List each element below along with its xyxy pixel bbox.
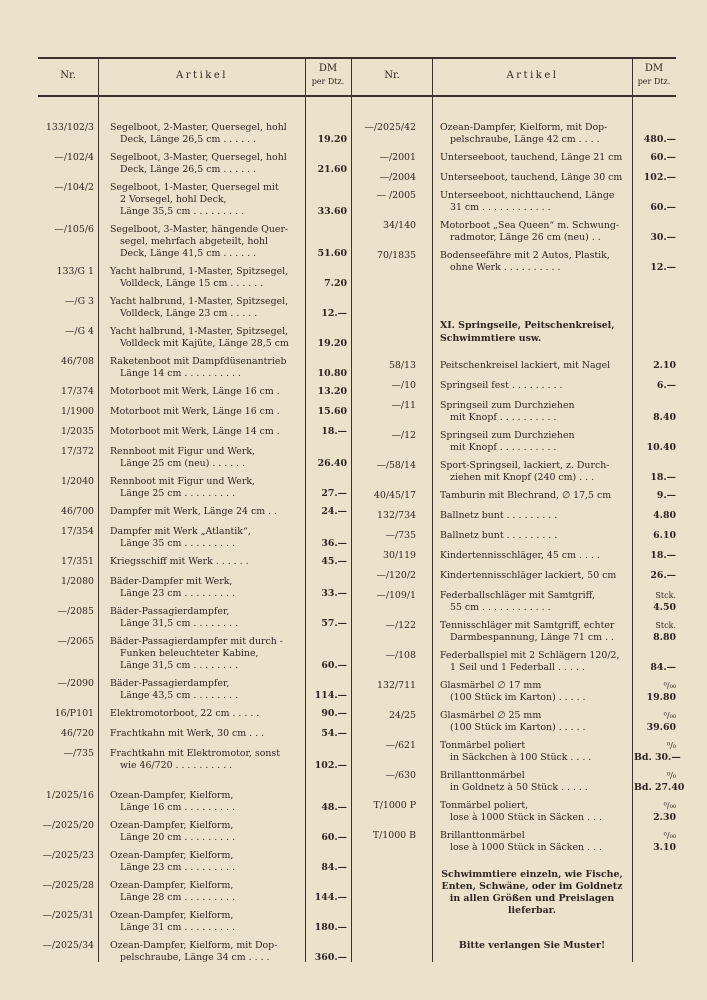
- item-description: [440, 620, 628, 644]
- item-price: 12.—: [321, 308, 347, 319]
- item-price: 9.—: [656, 490, 676, 501]
- item-description-line: Segelboot, 3-Master, hängende Quer-: [110, 224, 289, 235]
- item-description: [440, 680, 628, 704]
- item-price: 19.80: [646, 692, 676, 703]
- item-number: 1/2040: [61, 476, 94, 487]
- item-description-line: Ozean-Dampfer, Kielform, mit Dop-: [110, 940, 278, 951]
- item-description-line: (100 Stück im Karton) . . . . .: [450, 692, 586, 703]
- item-price: 114.—: [314, 690, 347, 701]
- section-heading-line2: Schwimmtiere usw.: [440, 333, 542, 344]
- item-description-line: Länge 14 cm . . . . . . . . . .: [120, 368, 242, 379]
- item-description: [440, 570, 628, 582]
- item-price: 144.—: [314, 892, 347, 903]
- item-description-line: Rennboot mit Figur und Werk,: [110, 446, 255, 457]
- item-description-line: Motorboot mit Werk, Länge 16 cm .: [110, 386, 280, 397]
- item-price: 15.60: [317, 406, 347, 417]
- item-number: 133/102/3: [45, 122, 94, 133]
- item-description-line: Frachtkahn mit Werk, 30 cm . . .: [110, 728, 265, 739]
- item-description-line: Springseil fest . . . . . . . . .: [440, 380, 563, 391]
- item-description-line: Volldeck, Länge 23 cm . . . . .: [120, 308, 258, 319]
- item-description-line: Elektromotorboot, 22 cm . . . . .: [110, 708, 260, 719]
- item-number: 34/140: [383, 220, 416, 231]
- item-description-line: Länge 31 cm . . . . . . . . .: [120, 922, 236, 933]
- rule-top: [38, 57, 676, 59]
- item-description-line: Glasmärbel ∅ 17 mm: [440, 680, 542, 691]
- item-description-line: Motorboot „Sea Queen“ m. Schwung-: [440, 220, 620, 231]
- item-price: 3.10: [653, 842, 676, 853]
- item-description-line: Federballspiel mit 2 Schlägern 120/2,: [440, 650, 620, 661]
- item-price: 60.—: [650, 202, 676, 213]
- item-price: 33.—: [321, 588, 347, 599]
- item-description-line: Segelboot, 3-Master, Quersegel, hohl: [110, 152, 287, 163]
- item-number: 30/119: [383, 550, 416, 561]
- item-description-line: Dampfer mit Werk „Atlantik“,: [110, 526, 251, 537]
- item-description: [110, 326, 300, 350]
- rule-v-nr-left: [98, 57, 99, 962]
- item-price: 12.—: [650, 262, 676, 273]
- item-number: —/2001: [379, 152, 416, 163]
- item-description-line: Raketenboot mit Dampfdüsenantrieb: [110, 356, 287, 367]
- item-price: 54.—: [321, 728, 347, 739]
- item-unit: ⁰/₀₀: [663, 801, 676, 810]
- item-number: 1/2080: [61, 576, 94, 587]
- item-price: 4.80: [653, 510, 676, 521]
- footer-note: Bitte verlangen Sie Muster!: [458, 940, 606, 951]
- item-description: [440, 460, 628, 484]
- item-number: —/621: [385, 740, 416, 751]
- item-description-line: Yacht halbrund, 1-Master, Spitzsegel,: [110, 266, 289, 277]
- item-description-line: Länge 35 cm . . . . . . . . .: [120, 538, 236, 549]
- item-description: [440, 650, 628, 674]
- item-description-line: Länge 35,5 cm . . . . . . . . .: [120, 206, 245, 217]
- item-description-line: 2 Vorsegel, hohl Deck,: [120, 194, 227, 205]
- item-description: [440, 380, 628, 392]
- item-description-line: Bäder-Passagierdampfer mit durch -: [110, 636, 283, 647]
- item-description: [110, 476, 300, 500]
- item-description: [440, 740, 628, 764]
- item-number: —/2025/28: [42, 880, 94, 891]
- item-description-line: Deck, Länge 41,5 cm . . . . . .: [120, 248, 257, 259]
- item-description: [440, 190, 628, 214]
- item-price: 8.80: [653, 632, 676, 643]
- item-description: [440, 400, 628, 424]
- item-description-line: mit Knopf . . . . . . . . . .: [450, 412, 557, 423]
- item-description: [440, 530, 628, 542]
- item-description-line: Ozean-Dampfer, Kielform,: [110, 850, 234, 861]
- item-description-line: pelschraube, Länge 42 cm . . . .: [450, 134, 600, 145]
- item-description-line: Brillanttonmärbel: [440, 770, 525, 781]
- availability-note: lieferbar.: [508, 905, 556, 916]
- availability-note: Enten, Schwäne, oder im Goldnetz: [441, 881, 623, 892]
- item-description-line: Yacht halbrund, 1-Master, Spitzsegel,: [110, 326, 289, 337]
- item-description-line: Federballschläger mit Samtgriff,: [440, 590, 595, 601]
- item-number: 1/2035: [61, 426, 94, 437]
- item-description-line: Deck, Länge 26,5 cm . . . . . .: [120, 134, 257, 145]
- item-price: 102.—: [314, 760, 347, 771]
- item-price: 480.—: [643, 134, 676, 145]
- item-description-line: Bäder-Dampfer mit Werk,: [110, 576, 233, 587]
- item-description: [110, 850, 300, 874]
- item-number: —/2025/42: [364, 122, 416, 133]
- item-description: [110, 748, 300, 772]
- item-number: —/104/2: [54, 182, 94, 193]
- item-description-line: Ballnetz bunt . . . . . . . . .: [440, 510, 558, 521]
- item-unit: ⁰/₀: [666, 771, 676, 780]
- item-description: [110, 636, 300, 672]
- item-description-line: radmotor, Länge 26 cm (neu) . .: [450, 232, 601, 243]
- item-description: [440, 590, 628, 614]
- item-price: 18.—: [321, 426, 347, 437]
- item-price: 27.—: [321, 488, 347, 499]
- item-description-line: 31 cm . . . . . . . . . . . .: [450, 202, 551, 213]
- item-number: 24/25: [388, 710, 416, 721]
- item-description-line: Länge 25 cm (neu) . . . . . .: [120, 458, 246, 469]
- item-description: [110, 224, 300, 260]
- item-description-line: Motorboot mit Werk, Länge 14 cm .: [110, 426, 280, 437]
- item-number: —/105/6: [54, 224, 94, 235]
- item-number: T/1000 P: [373, 800, 416, 811]
- item-description: [110, 182, 300, 218]
- item-description-line: in Säckchen à 100 Stück . . . .: [450, 752, 592, 763]
- item-description-line: ziehen mit Knopf (240 cm) . . .: [450, 472, 595, 483]
- item-description-line: Kindertennisschläger, 45 cm . . . .: [440, 550, 600, 561]
- item-description-line: Tennisschläger mit Samtgriff, echter: [440, 620, 615, 631]
- item-price: 180.—: [314, 922, 347, 933]
- item-description: [110, 556, 300, 568]
- item-description: [110, 820, 300, 844]
- availability-note: in allen Größen und Preislagen: [449, 893, 615, 904]
- item-description-line: Brillanttonmärbel: [440, 830, 525, 841]
- item-description: [440, 800, 628, 824]
- item-description-line: Bodenseefähre mit 2 Autos, Plastik,: [440, 250, 610, 261]
- item-number: 133/G 1: [56, 266, 94, 277]
- item-price: 21.60: [317, 164, 347, 175]
- item-description: [110, 122, 300, 146]
- item-number: T/1000 B: [372, 830, 416, 841]
- item-number: —/2004: [379, 172, 416, 183]
- item-description-line: Ozean-Dampfer, Kielform, mit Dop-: [440, 122, 608, 133]
- item-number: 132/711: [377, 680, 416, 691]
- item-number: 16/P101: [54, 708, 94, 719]
- item-description-line: Länge 23 cm . . . . . . . . .: [120, 862, 236, 873]
- item-description-line: Volldeck mit Kajüte, Länge 28,5 cm: [120, 338, 289, 349]
- item-description: [440, 510, 628, 522]
- item-description: [110, 356, 300, 380]
- item-number: —/G 3: [65, 296, 94, 307]
- item-number: 46/720: [61, 728, 94, 739]
- item-description-line: Unterseeboot, tauchend, Länge 21 cm: [440, 152, 623, 163]
- item-description-line: Frachtkahn mit Elektromotor, sonst: [110, 748, 280, 759]
- item-description-line: Länge 23 cm . . . . . . . . .: [120, 588, 236, 599]
- item-number: —/2065: [57, 636, 94, 647]
- item-description-line: Länge 16 cm . . . . . . . . .: [120, 802, 236, 813]
- item-description: [440, 430, 628, 454]
- item-description: [440, 220, 628, 244]
- item-number: 17/372: [61, 446, 94, 457]
- item-description-line: Motorboot mit Werk, Länge 16 cm .: [110, 406, 280, 417]
- item-price: 18.—: [650, 472, 676, 483]
- item-description-line: Länge 25 cm . . . . . . . . .: [120, 488, 236, 499]
- item-description: [440, 360, 628, 372]
- item-unit: ⁰/₀: [666, 741, 676, 750]
- item-description-line: Unterseeboot, nichttauchend, Länge: [440, 190, 615, 201]
- header-nr-left: Nr.: [60, 70, 76, 81]
- item-description-line: Bäder-Passagierdampfer,: [110, 606, 230, 617]
- item-description-line: Segelboot, 1-Master, Quersegel mit: [110, 182, 279, 193]
- item-unit: Stck.: [655, 621, 676, 630]
- item-number: —/2025/20: [42, 820, 94, 831]
- item-description-line: Tonmärbel poliert,: [440, 800, 529, 811]
- item-unit: ⁰/₀₀: [663, 831, 676, 840]
- section-heading: XI. Springseile, Peitschenkreisel,: [440, 320, 615, 331]
- item-price: 18.—: [650, 550, 676, 561]
- item-price: 19.20: [317, 338, 347, 349]
- item-description-line: Ozean-Dampfer, Kielform,: [110, 820, 234, 831]
- item-price: 2.30: [653, 812, 676, 823]
- item-description-line: segel, mehrfach abgeteilt, hohl: [120, 236, 269, 247]
- item-price: 84.—: [650, 662, 676, 673]
- item-description: [110, 880, 300, 904]
- item-number: —/120/2: [376, 570, 416, 581]
- item-description-line: Sport-Springseil, lackiert, z. Durch-: [440, 460, 610, 471]
- item-description-line: wie 46/720 . . . . . . . . . .: [120, 760, 233, 771]
- item-number: —/109/1: [376, 590, 416, 601]
- item-number: —/10: [391, 380, 416, 391]
- item-description: [110, 576, 300, 600]
- item-description: [110, 406, 300, 418]
- item-description: [110, 910, 300, 934]
- item-description-line: Tonmärbel poliert: [440, 740, 526, 751]
- item-number: —/735: [63, 748, 94, 759]
- item-number: —/2090: [57, 678, 94, 689]
- item-price: 30.—: [650, 232, 676, 243]
- item-description-line: (100 Stück im Karton) . . . . .: [450, 722, 586, 733]
- item-number: —/2085: [57, 606, 94, 617]
- item-price: 26.40: [317, 458, 347, 469]
- item-number: —/630: [385, 770, 416, 781]
- item-price: Bd. 30.—: [634, 752, 681, 763]
- item-description: [110, 728, 300, 740]
- item-price: 84.—: [321, 862, 347, 873]
- item-description-line: pelschraube, Länge 34 cm . . . .: [120, 952, 270, 963]
- item-price: 19.20: [317, 134, 347, 145]
- header-nr-right: Nr.: [384, 70, 400, 81]
- item-number: —/2025/23: [42, 850, 94, 861]
- item-unit: ⁰/₀₀: [663, 681, 676, 690]
- item-price: 24.—: [321, 506, 347, 517]
- item-price: 10.80: [317, 368, 347, 379]
- item-description: [110, 386, 300, 398]
- item-number: —/102/4: [54, 152, 94, 163]
- item-price: 10.40: [646, 442, 676, 453]
- item-unit: ⁰/₀₀: [663, 711, 676, 720]
- item-price: 6.10: [653, 530, 676, 541]
- item-price: 7.20: [324, 278, 347, 289]
- item-number: 1/2025/16: [45, 790, 94, 801]
- item-description-line: lose à 1000 Stück in Säcken . . .: [450, 812, 602, 823]
- item-description: [110, 678, 300, 702]
- item-price: 4.50: [653, 602, 676, 613]
- item-description-line: Glasmärbel ∅ 25 mm: [440, 710, 542, 721]
- item-description-line: Deck, Länge 26,5 cm . . . . . .: [120, 164, 257, 175]
- header-artikel-left: Artikel: [176, 70, 228, 81]
- header-dm-right: DM: [644, 63, 664, 74]
- item-number: 17/374: [61, 386, 94, 397]
- availability-note: Schwimmtiere einzeln, wie Fische,: [441, 869, 623, 880]
- item-description-line: Springseil zum Durchziehen: [440, 430, 575, 441]
- item-description-line: Peitschenkreisel lackiert, mit Nagel: [440, 360, 611, 371]
- item-price: 45.—: [321, 556, 347, 567]
- item-description-line: Springseil zum Durchziehen: [440, 400, 575, 411]
- item-number: 17/354: [61, 526, 94, 537]
- item-description: [440, 550, 628, 562]
- item-price: 51.60: [317, 248, 347, 259]
- item-description: [110, 506, 300, 518]
- item-price: 360.—: [314, 952, 347, 963]
- item-number: —/2025/31: [42, 910, 94, 921]
- item-description: [440, 830, 628, 854]
- item-description-line: Bäder-Passagierdampfer,: [110, 678, 230, 689]
- item-description-line: Kindertennisschläger lackiert, 50 cm: [440, 570, 617, 581]
- item-price: 39.60: [646, 722, 676, 733]
- item-description: [110, 266, 300, 290]
- item-description: [440, 770, 628, 794]
- rule-v-nr-right: [432, 57, 433, 962]
- item-description-line: Dampfer mit Werk, Länge 24 cm . .: [110, 506, 278, 517]
- item-price: 60.—: [650, 152, 676, 163]
- item-description-line: Tamburin mit Blechrand, ∅ 17,5 cm: [440, 490, 612, 501]
- item-description-line: Yacht halbrund, 1-Master, Spitzsegel,: [110, 296, 289, 307]
- rule-v-dm-right: [632, 57, 633, 962]
- item-price: 13.20: [317, 386, 347, 397]
- item-number: —/58/14: [376, 460, 416, 471]
- item-price: Bd. 27.40: [634, 782, 685, 793]
- rule-header: [38, 95, 676, 97]
- item-description: [110, 152, 300, 176]
- item-price: 90.—: [321, 708, 347, 719]
- item-description: [110, 790, 300, 814]
- item-description-line: Länge 31,5 cm . . . . . . . .: [120, 618, 239, 629]
- item-description-line: mit Knopf . . . . . . . . . .: [450, 442, 557, 453]
- item-number: 46/700: [61, 506, 94, 517]
- item-number: —/2025/34: [42, 940, 94, 951]
- item-description-line: Länge 43,5 cm . . . . . . . .: [120, 690, 239, 701]
- item-description-line: Länge 28 cm . . . . . . . . .: [120, 892, 236, 903]
- item-description: [110, 426, 300, 438]
- item-number: — /2005: [376, 190, 416, 201]
- item-number: 132/734: [377, 510, 416, 521]
- item-description-line: Funken beleuchteter Kabine,: [120, 648, 259, 659]
- item-price: 60.—: [321, 832, 347, 843]
- item-description-line: lose à 1000 Stück in Säcken . . .: [450, 842, 602, 853]
- item-number: 58/13: [388, 360, 416, 371]
- item-description-line: Ballnetz bunt . . . . . . . . .: [440, 530, 558, 541]
- item-description-line: Länge 31,5 cm . . . . . . . .: [120, 660, 239, 671]
- item-number: —/11: [391, 400, 416, 411]
- item-price: 2.10: [653, 360, 676, 371]
- item-description: [110, 446, 300, 470]
- item-description-line: Ozean-Dampfer, Kielform,: [110, 910, 234, 921]
- item-price: 36.—: [321, 538, 347, 549]
- item-description-line: Darmbespannung, Länge 71 cm . .: [450, 632, 614, 643]
- item-price: 26.—: [650, 570, 676, 581]
- item-description-line: Ozean-Dampfer, Kielform,: [110, 880, 234, 891]
- item-number: 17/351: [61, 556, 94, 567]
- item-description: [110, 526, 300, 550]
- item-description: [440, 152, 628, 164]
- item-description-line: Kriegsschiff mit Werk . . . . . .: [110, 556, 249, 567]
- header-per-right: per Dtz.: [637, 77, 671, 86]
- header-dm-left: DM: [318, 63, 338, 74]
- item-number: 46/708: [61, 356, 94, 367]
- item-unit: Stck.: [655, 591, 676, 600]
- item-number: 70/1835: [377, 250, 416, 261]
- item-description: [440, 172, 628, 184]
- item-price: 6.—: [656, 380, 676, 391]
- rule-v-mid: [351, 57, 352, 962]
- item-description-line: Volldeck, Länge 15 cm . . . . . .: [120, 278, 264, 289]
- item-price: 60.—: [321, 660, 347, 671]
- item-price: 48.—: [321, 802, 347, 813]
- item-description: [110, 940, 300, 964]
- item-description: [110, 606, 300, 630]
- item-price: 33.60: [317, 206, 347, 217]
- item-description: [110, 296, 300, 320]
- item-description-line: 1 Seil und 1 Federball . . . . .: [450, 662, 585, 673]
- item-number: —/122: [385, 620, 416, 631]
- item-description: [440, 490, 628, 502]
- header-artikel-right: Artikel: [506, 70, 559, 81]
- item-description-line: Segelboot, 2-Master, Quersegel, hohl: [110, 122, 287, 133]
- item-description-line: Ozean-Dampfer, Kielform,: [110, 790, 234, 801]
- header-per-left: per Dtz.: [311, 77, 345, 86]
- item-number: —/735: [385, 530, 416, 541]
- item-description-line: Länge 20 cm . . . . . . . . .: [120, 832, 236, 843]
- rule-v-dm-left: [305, 57, 306, 962]
- item-number: 1/1900: [61, 406, 94, 417]
- item-number: —/108: [385, 650, 416, 661]
- item-description: [440, 710, 628, 734]
- item-description: [440, 250, 628, 274]
- item-description-line: ohne Werk . . . . . . . . . .: [450, 262, 561, 273]
- item-description-line: Unterseeboot, tauchend, Länge 30 cm: [440, 172, 623, 183]
- item-description-line: Rennboot mit Figur und Werk,: [110, 476, 255, 487]
- item-description-line: 55 cm . . . . . . . . . . . .: [450, 602, 551, 613]
- item-price: 8.40: [653, 412, 676, 423]
- item-number: —/G 4: [65, 326, 94, 337]
- item-description-line: in Goldnetz à 50 Stück . . . . .: [450, 782, 588, 793]
- item-price: 57.—: [321, 618, 347, 629]
- item-number: 40/45/17: [373, 490, 416, 501]
- item-number: —/12: [391, 430, 416, 441]
- item-price: 102.—: [643, 172, 676, 183]
- item-description: [440, 122, 628, 146]
- item-description: [110, 708, 300, 720]
